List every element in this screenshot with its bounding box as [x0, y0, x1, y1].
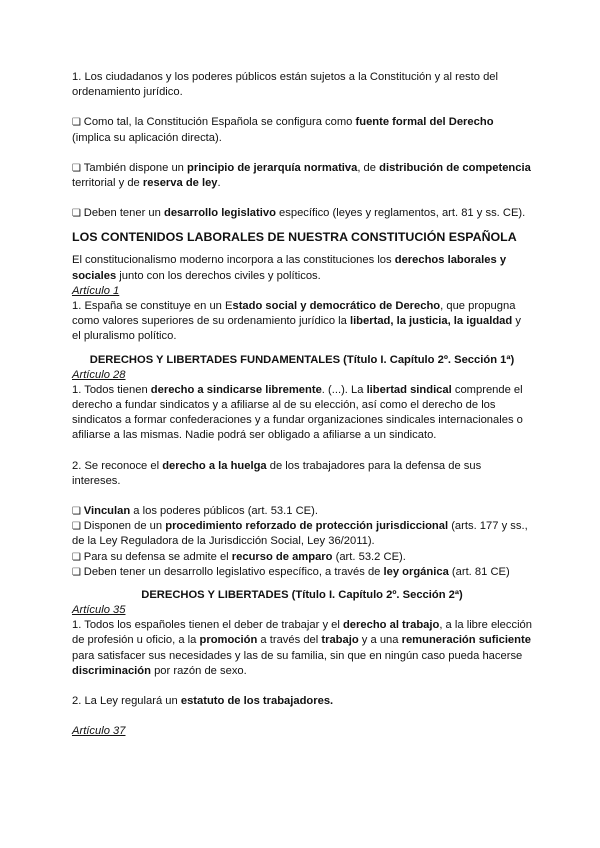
text: para satisfacer sus necesidades y las de su familia, sin que en ningún caso pueda hacerse — [72, 649, 523, 662]
article-37-title: Artículo 37 — [72, 725, 126, 738]
document-page — [72, 70, 532, 740]
bold-text: Vinculan — [83, 505, 131, 518]
bullet-jerarquia — [72, 161, 532, 191]
subheading-fundamentales: DERECHOS Y LIBERTADES FUNDAMENTALES (Título I. Capítulo 2º. Sección 1ª) — [89, 353, 515, 366]
text: Para su defensa se admite el — [83, 550, 232, 563]
bold-text: estatuto de los trabajadores. — [180, 695, 334, 708]
text: (art. 81 CE) — [448, 565, 510, 578]
bold-text: desarrollo legislativo — [164, 207, 276, 220]
text: 2. La Ley regulará un — [72, 695, 181, 708]
text: y a una — [358, 634, 402, 647]
bullet-fuente-formal — [72, 115, 532, 145]
text: específico (leyes y reglamentos, art. 81 y ss. CE). — [275, 207, 526, 220]
bullet-desarrollo — [72, 206, 532, 221]
bold-text: derechos laborales y sociales — [72, 254, 507, 282]
text: junto con los derechos civiles y políticos. — [116, 269, 321, 282]
bullet-vinculan — [72, 504, 532, 519]
bullet-amparo — [72, 550, 532, 565]
article-1-title: Artículo 1 — [72, 284, 120, 297]
text: (arts. 177 y ss., de la Ley Reguladora de la Jurisdicción Social, Ley 36/2011). — [72, 520, 528, 548]
bold-text: fuente formal del Derecho — [355, 116, 494, 129]
bold-text: derecho a la huelga — [162, 459, 267, 472]
bold-text: libertad, la justicia, la igualdad — [349, 315, 513, 328]
text: de los trabajadores para la defensa de sus intereses. — [72, 459, 482, 487]
article-1-text — [72, 299, 532, 345]
bold-text: principio de jerarquía normativa — [187, 161, 358, 174]
bold-text: distribución de competencia — [379, 161, 531, 174]
bold-text: derecho a sindicarse libremente — [150, 383, 322, 396]
text: comprende el derecho a fundar sindicatos y a afiliarse al de su elección, así como el derecho de los sindicatos a formar confederaciones y a fundar organizaciones sindicales internacionales o afiliarse a las mismas. Nadie podrá ser obligado a afiliarse a un sindicato. — [72, 383, 523, 442]
bold-text: promoción — [199, 634, 258, 647]
article-35-p1 — [72, 618, 532, 679]
bold-text: remuneración suficiente — [401, 634, 531, 647]
bold-text: procedimiento reforzado de protección jurisdiccional — [165, 520, 449, 533]
text: Disponen de un — [83, 520, 166, 533]
article-35-title: Artículo 35 — [72, 604, 126, 617]
text: 1. Todos tienen — [72, 383, 151, 396]
text: por razón de sexo. — [150, 664, 247, 677]
section-heading: LOS CONTENIDOS LABORALES DE NUESTRA CONSTITUCIÓN ESPAÑOLA — [72, 230, 517, 245]
text: y el pluralismo político. — [72, 315, 521, 343]
text: a través del — [257, 634, 322, 647]
article-28-p2 — [72, 459, 532, 489]
article-28-p1 — [72, 383, 532, 444]
text: (implica su aplicación directa). — [72, 131, 222, 144]
text: El constitucionalismo moderno incorpora a las constituciones los — [72, 254, 395, 267]
bullet-procedimiento — [72, 519, 532, 549]
text: Deben tener un desarrollo legislativo específico, a través de — [83, 565, 384, 578]
text: Deben tener un — [83, 207, 164, 220]
bullet-ley-organica — [72, 565, 532, 580]
text: . (...). La — [321, 383, 367, 396]
text: 1. España se constituye en un E — [72, 300, 233, 313]
text: . — [217, 177, 221, 190]
text: 1. Todos los españoles tienen el deber de trabajar y el — [72, 619, 343, 632]
text: Como tal, la Constitución Española se configura como — [83, 116, 356, 129]
article-35-p2 — [72, 694, 532, 709]
text: 2. Se reconoce el — [72, 459, 163, 472]
subheading-derechos: DERECHOS Y LIBERTADES (Título I. Capítulo 2º. Sección 2ª) — [141, 589, 463, 602]
paragraph-constitucionalismo — [72, 253, 532, 283]
bold-text: stado social y democrático de Derecho — [232, 300, 441, 313]
text: territorial y de — [72, 177, 143, 190]
text: También dispone un — [83, 161, 187, 174]
bold-text: trabajo — [321, 634, 359, 647]
text: a los poderes públicos (art. 53.1 CE). — [130, 505, 318, 518]
article-28-title: Artículo 28 — [72, 368, 126, 381]
bold-text: derecho al trabajo — [342, 619, 440, 632]
text: , a la libre elección de profesión u oficio, a la — [72, 619, 533, 647]
bold-text: discriminación — [72, 664, 151, 677]
bold-text: recurso de amparo — [231, 550, 333, 563]
bold-text: libertad sindical — [366, 383, 452, 396]
text: (art. 53.2 CE). — [332, 550, 406, 563]
text: , que propugna como valores superiores de su ordenamiento jurídico la — [72, 300, 516, 328]
bold-text: ley orgánica — [383, 565, 449, 578]
bold-text: reserva de ley — [142, 177, 218, 190]
paragraph-intro-law: 1. Los ciudadanos y los poderes públicos están sujetos a la Constitución y al resto del ordenamiento jurídico. — [72, 71, 498, 99]
text: , de — [357, 161, 380, 174]
